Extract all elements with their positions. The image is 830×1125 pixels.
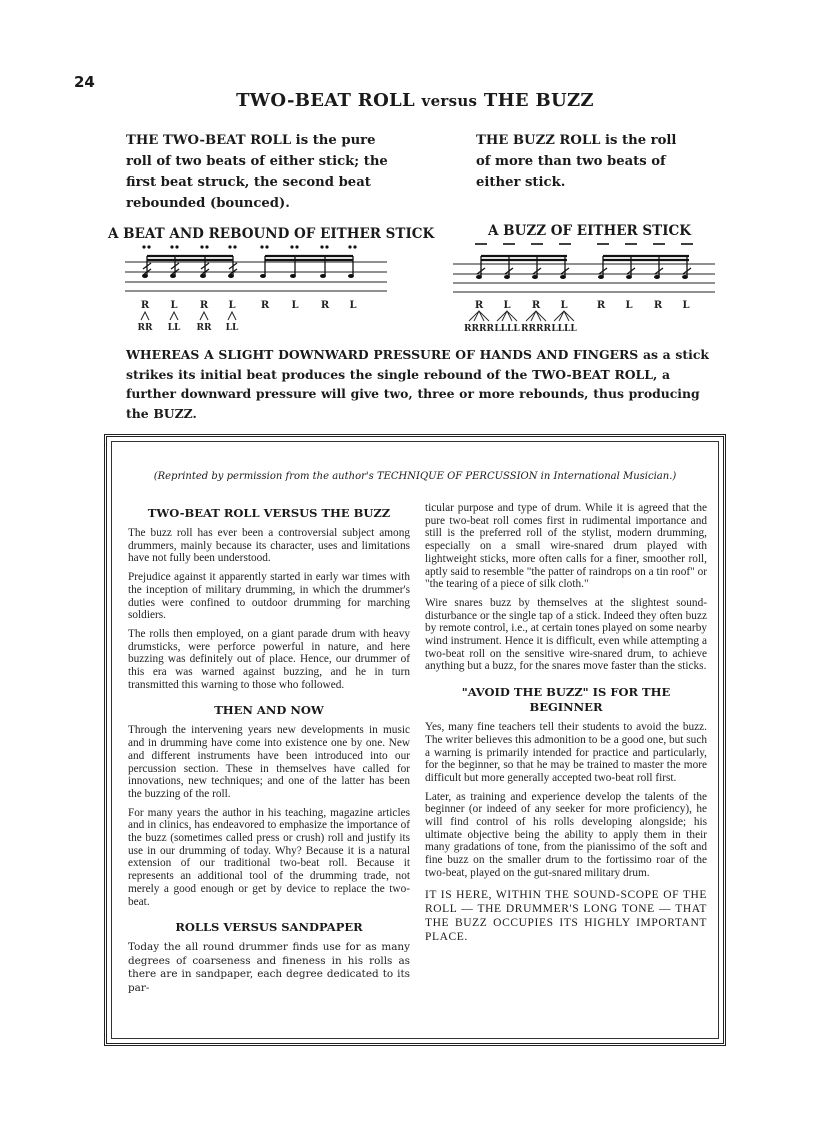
title-versus: versus — [421, 92, 478, 110]
sticking-label: R — [474, 300, 484, 311]
page-title — [0, 90, 830, 111]
buzz-notation — [453, 238, 718, 333]
article-column-left — [128, 496, 410, 1001]
pressure-summary: WHEREAS A SLIGHT DOWNWARD PRESSURE OF HANDS AND FINGERS as a stick strikes its initial beat produces the single rebound of the TWO-BEAT ROLL, a further downward pressure will give two, three or more rebounds, thus producing the BUZZ. — [126, 347, 709, 421]
article-heading: TWO-BEAT ROLL VERSUS THE BUZZ — [147, 506, 391, 520]
article-paragraph: Prejudice against it apparently started in early war times with the inception of military drumming, in which the drummer's duties were confined to outdoor drumming for marching soldiers. — [128, 571, 410, 622]
sticking-label: L — [228, 300, 236, 311]
sticking-label: L — [560, 300, 568, 311]
sticking-label: R — [596, 300, 606, 311]
article-paragraph: Through the intervening years new developments in music and in drumming have come into existence one by one. New and different instruments have been introduced into our percussion section. These in themselves have called for innovations, new techniques; and one of the latter has been the buzzing of the roll. — [128, 724, 410, 800]
beam-group-2 — [599, 256, 691, 276]
sticking-label: R — [531, 300, 541, 311]
article-paragraph: For many years the author in his teaching, magazine articles and in clinics, has endeavored to emphasize the importance of the buzz (sometimes called press or crush) roll and justify its use in our drumming of today. Why? Because it is a natural extension of our traditional two-beat roll. Because it represents an additional tool of the drumming trade, not merely a good enough or get by device to replace the two-beat. — [128, 806, 410, 908]
two-beat-figure-caption: A BEAT AND REBOUND OF EITHER STICK — [108, 226, 435, 242]
article-paragraph: Later, as training and experience develop the talents of the beginner (or indeed of any seeker for more proficiency), he will find control of his rolls developing alongside; his ultimate objective being the ability to apply them in their many gradations of tone, from the pianissimo of the soft and fine buzz on the smaller drum to the fortissimo roar of the two-beat, played on the gut-snared military drum. — [425, 790, 707, 879]
rebound-label: RRRR — [464, 324, 494, 334]
closing-statement: IT IS HERE, WITHIN THE SOUND-SCOPE OF THE ROLL — THE DRUMMER'S LONG TONE — THAT THE BUZZ OCCUPIES ITS HIGHLY IMPORTANT PLACE. — [425, 888, 707, 943]
rebound-label: LLLL — [551, 324, 577, 334]
rebound-label: LL — [167, 323, 181, 333]
sticking-label: R — [320, 300, 330, 311]
sticking-label: R — [653, 300, 663, 311]
article-column-right — [425, 496, 707, 944]
staff-lines — [125, 262, 387, 291]
rebound-branches — [469, 311, 574, 321]
article-paragraph: Yes, many fine teachers tell their students to avoid the buzz. The writer believes this admonition to be a good one, but such a warning is primarily intended for practice and particularly, for the beginner, so that he may be trained to master the more difficult but more generally accepted two-beat roll first. — [425, 721, 707, 784]
sticking-label: L — [349, 300, 357, 311]
article-paragraph: Wire snares buzz by themselves at the slightest sound-disturbance or the single tap of a stick. Indeed they often buzz by remote control, i.e., at certain tones played on some nearby wind instrument. Hence it is difficult, even while attempting a two-beat roll on the sensitive wire-snared drum, to achieve anything but a buzz, for the snares move faster than the sticks. — [425, 596, 707, 673]
sticking-label: L — [503, 300, 511, 311]
rebound-label: RR — [137, 323, 153, 333]
sticking-label: R — [199, 300, 209, 311]
buzz-roll-definition: THE BUZZ ROLL is the roll of more than two beats of either stick. — [476, 133, 677, 190]
sticking-label: L — [682, 300, 690, 311]
section-heading-rolls-versus-sandpaper: ROLLS VERSUS SANDPAPER — [175, 920, 363, 935]
rebound-label: RR — [196, 323, 212, 333]
sticking-label: L — [291, 300, 299, 311]
article-paragraph: Today the all round drummer finds use for as many degrees of coarseness and fineness in his rolls as there are in sandpaper, each degree dedicated to its par- — [128, 941, 410, 994]
beam-group-1 — [477, 256, 569, 276]
rebound-branches — [141, 312, 236, 320]
sticking-row — [475, 300, 690, 311]
title-the-buzz: THE BUZZ — [483, 90, 594, 111]
note-heads — [142, 274, 354, 278]
sticking-label: R — [260, 300, 270, 311]
rebound-row — [138, 323, 239, 333]
rebound-dots — [142, 245, 356, 248]
title-two-beat-roll: TWO-BEAT ROLL — [236, 90, 415, 111]
reprint-note: (Reprinted by permission from the author's TECHNIQUE OF PERCUSSION in International Musician.) — [153, 471, 677, 482]
staff-lines — [453, 264, 715, 292]
two-beat-roll-definition: THE TWO-BEAT ROLL is the pure roll of two beats of either stick; the first beat struck, the second beat rebounded (bounced). — [126, 133, 388, 211]
article-paragraph: The rolls then employed, on a giant parade drum with heavy drumsticks, were perforce powerful in nature, and here buzzing was definitely out of place. Hence, our drummer of this era was warned against buzzing, and he in turn transmitted this warning to those who followed. — [128, 627, 410, 691]
two-beat-notation — [125, 242, 395, 332]
section-heading-then-and-now: THEN AND NOW — [214, 703, 324, 718]
rebound-label: LLLL — [494, 324, 520, 334]
buzz-figure-caption: A BUZZ OF EITHER STICK — [488, 223, 692, 239]
article-paragraph: ticular purpose and type of drum. While it is agreed that the pure two-beat roll comes first in rudimental importance and still is the preferred roll of the stylist, modern drumming, especially on a small wire-snared drum played with lightweight sticks, more often calls for a finer, smoother roll, aptly said to resemble "the patter of raindrops on a tin roof" or "the tearing of a piece of silk cloth." — [425, 502, 707, 591]
sticking-label: L — [170, 300, 178, 311]
rebound-row — [464, 324, 577, 334]
sticking-label: L — [625, 300, 633, 311]
article-paragraph: The buzz roll has ever been a controversial subject among drummers, mainly because its character, uses and limitations have not fully been understood. — [128, 527, 410, 565]
note-heads — [476, 275, 688, 279]
section-heading-avoid-the-buzz: "AVOID THE BUZZ" IS FOR THE BEGINNER — [461, 685, 671, 715]
rebound-label: LL — [225, 323, 239, 333]
rebound-label: RRRR — [521, 324, 551, 334]
sticking-row — [141, 300, 357, 311]
sticking-label: R — [140, 300, 150, 311]
page-number: 24 — [74, 73, 95, 91]
